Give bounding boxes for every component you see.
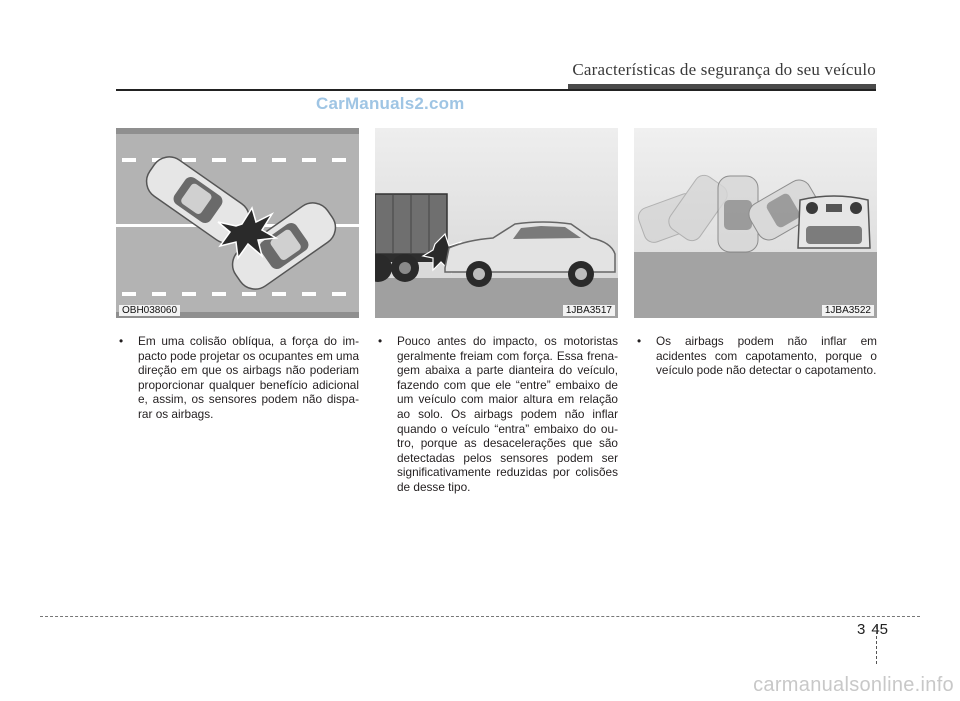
underride-collision-illustration bbox=[375, 128, 618, 318]
bullet-mark: • bbox=[119, 334, 124, 348]
page-number bbox=[857, 621, 888, 638]
bullet-mark: • bbox=[378, 334, 383, 348]
footer-rule bbox=[40, 616, 920, 617]
oblique-collision-illustration bbox=[116, 128, 359, 318]
watermark-carmanuals2: CarManuals2.com bbox=[316, 94, 465, 113]
bullet-mark: • bbox=[637, 334, 642, 348]
section-title: Características de segurança do seu veículo bbox=[572, 60, 876, 79]
watermark-carmanualsonline: carmanualsonline.info bbox=[753, 674, 954, 696]
figure-underride-collision bbox=[375, 128, 618, 318]
text-column-1 bbox=[116, 334, 359, 422]
bullet-item bbox=[375, 334, 618, 495]
bullet-text: Pouco antes do impacto, os motoristas geralmente freiam com força. Essa frenagem abaixa a parte dianteira do veículo, fazendo com que ele “entre” embaixo de um veículo com maior altura em relação ao solo. Os airbags podem não inflar quando o veículo “entra” embaixo do outro, porque as desacelerações que são detectadas pelos sensores podem ser significativamente reduzidas por colisões de desse tipo. bbox=[397, 334, 618, 494]
bullet-item bbox=[634, 334, 877, 378]
bullet-text: Os airbags podem não inflar em acidentes com capotamento, porque o veículo pode não detectar o capotamento. bbox=[656, 334, 877, 378]
figure-rollover bbox=[634, 128, 877, 318]
text-column-3 bbox=[634, 334, 877, 378]
text-column-2 bbox=[375, 334, 618, 495]
figure-code: 1JBA3517 bbox=[563, 305, 615, 316]
page-in-chapter: 45 bbox=[871, 621, 889, 638]
rollover-illustration bbox=[634, 128, 877, 318]
chapter-number: 3 bbox=[857, 621, 866, 638]
header-rule bbox=[116, 89, 876, 91]
figure-code: OBH038060 bbox=[119, 305, 180, 316]
figure-oblique-collision bbox=[116, 128, 359, 318]
bullet-item bbox=[116, 334, 359, 422]
figure-code: 1JBA3522 bbox=[822, 305, 874, 316]
bullet-text: Em uma colisão oblíqua, a força do impacto pode projetar os ocupantes em uma direção em que os airbags não poderiam proporcionar qualquer benefício adicional e, assim, os sensores podem não disparar os airbags. bbox=[138, 334, 360, 421]
page-number-divider bbox=[876, 626, 877, 664]
